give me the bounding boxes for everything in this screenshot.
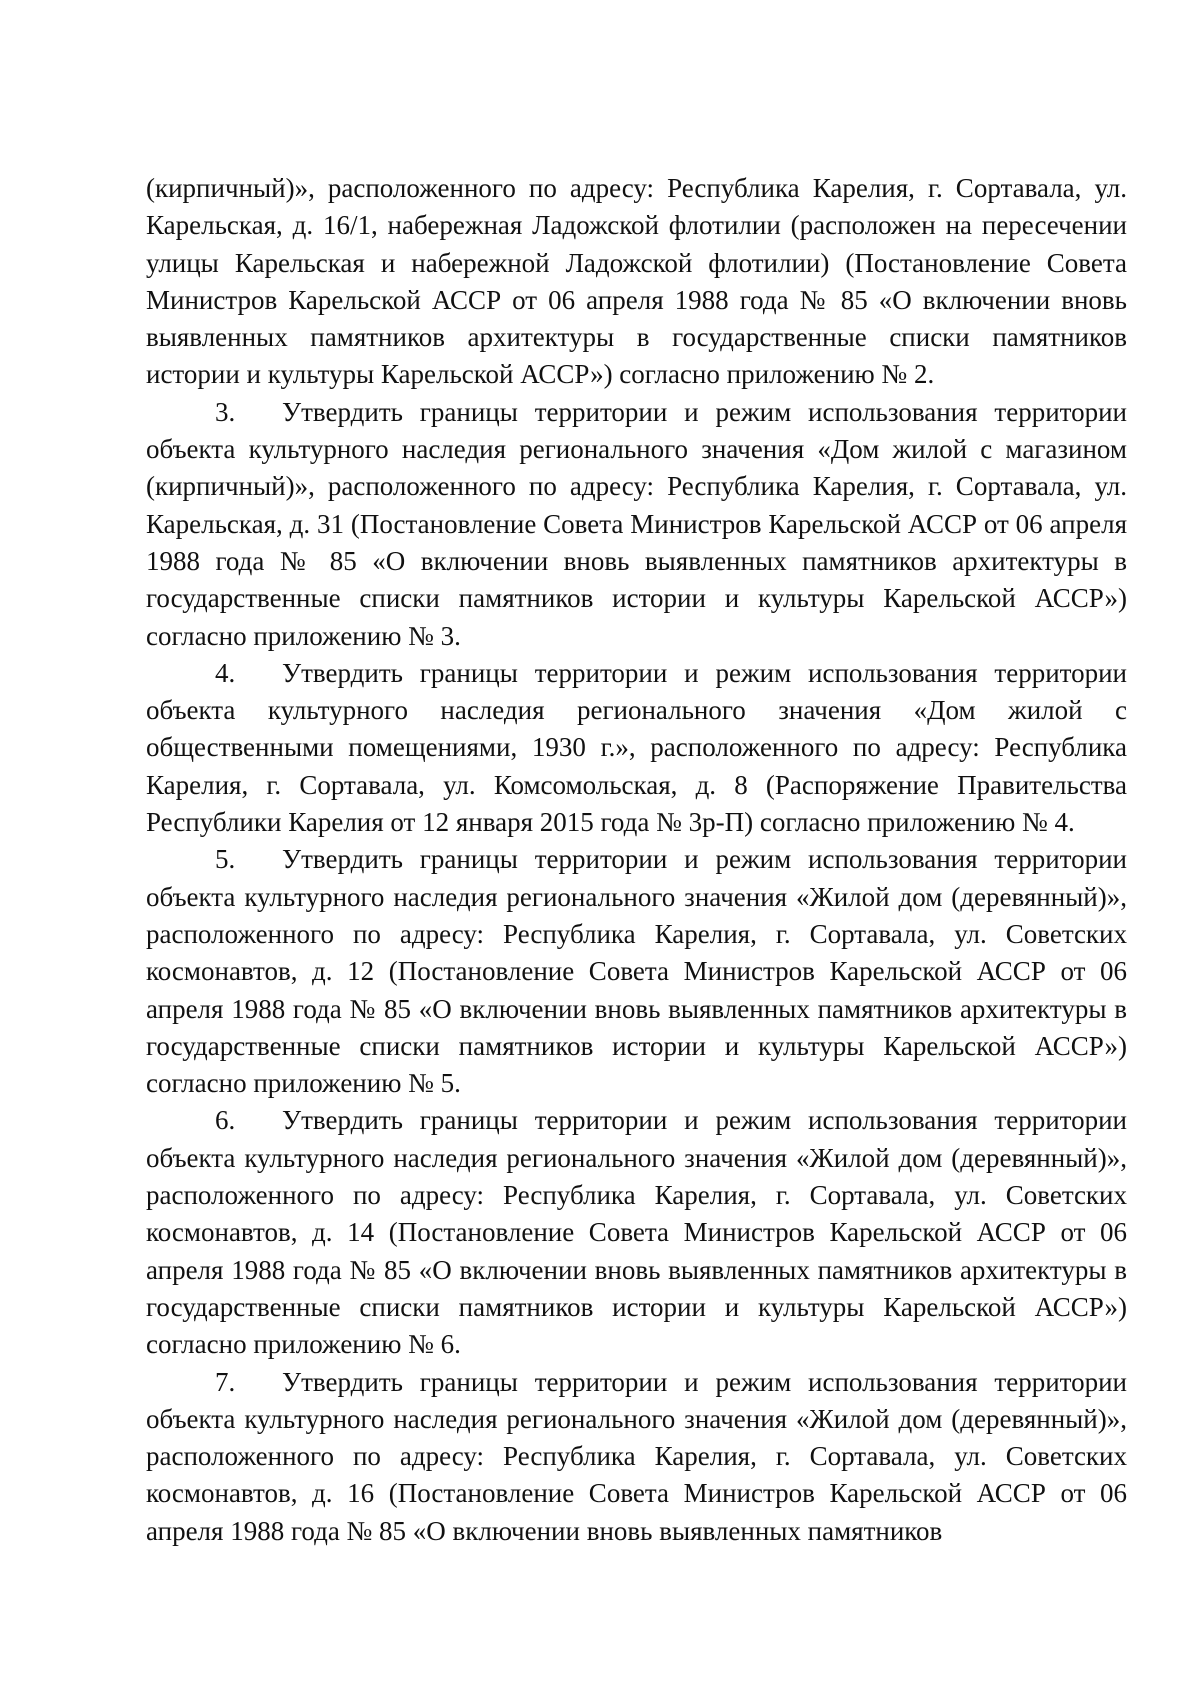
continuation-paragraph: (кирпичный)», расположенного по адресу: Республика Карелия, г. Сортавала, ул. Карельская, д. 16/1, набережная Ладожской флотилии (расположен на пересечении улицы Карельская и набережной Ладожской флотилии) (Постановление Совета Министров Карельской АССР от 06 апреля 1988 года № 85 «О включении вновь выявленных памятников архитектуры в государственные списки памятников истории и культуры Карельской АССР») согласно приложению № 2. — [146, 173, 1127, 390]
list-item — [146, 394, 1127, 655]
item-text: Утвердить границы территории и режим использования территории объекта культурного наследия регионального значения «Жилой дом (деревянный)», расположенного по адресу: Республика Карелия, г. Сортавала, ул. Советских космонавтов, д. 12 (Постановление Совета Министров Карельской АССР от 06 апреля 1988 года № 85 «О включении вновь выявленных памятников архитектуры в государственные списки памятников истории и культуры Карельской АССР») согласно приложению № 5. — [146, 844, 1127, 1099]
item-number: 5. — [215, 844, 236, 875]
item-number: 6. — [215, 1105, 236, 1136]
item-text: Утвердить границы территории и режим использования территории объекта культурного наследия регионального значения «Жилой дом (деревянный)», расположенного по адресу: Республика Карелия, г. Сортавала, ул. Советских космонавтов, д. 14 (Постановление Совета Министров Карельской АССР от 06 апреля 1988 года № 85 «О включении вновь выявленных памятников архитектуры в государственные списки памятников истории и культуры Карельской АССР») согласно приложению № 6. — [146, 1105, 1127, 1360]
item-text: Утвердить границы территории и режим использования территории объекта культурного наследия регионального значения «Дом жилой с общественными помещениями, 1930 г.», расположенного по адресу: Республика Карелия, г. Сортавала, ул. Комсомольская, д. 8 (Распоряжение Правительства Республики Карелия от 12 января 2015 года № 3р-П) согласно приложению № 4. — [146, 657, 1127, 838]
list-item — [146, 1364, 1127, 1550]
item-number: 3. — [215, 396, 236, 427]
item-text: Утвердить границы территории и режим использования территории объекта культурного наследия регионального значения «Жилой дом (деревянный)», расположенного по адресу: Республика Карелия, г. Сортавала, ул. Советских космонавтов, д. 16 (Постановление Совета Министров Карельской АССР от 06 апреля 1988 года № 85 «О включении вновь выявленных памятников — [146, 1366, 1127, 1546]
item-number: 4. — [215, 657, 236, 688]
item-number: 7. — [215, 1366, 236, 1397]
list-item — [146, 1102, 1127, 1363]
item-text: Утвердить границы территории и режим использования территории объекта культурного наследия регионального значения «Дом жилой с магазином (кирпичный)», расположенного по адресу: Республика Карелия, г. Сортавала, ул. Карельская, д. 31 (Постановление Совета Министров Карельской АССР от 06 апреля 1988 года № 85 «О включении вновь выявленных памятников архитектуры в государственные списки памятников истории и культуры Карельской АССР») согласно приложению № 3. — [146, 396, 1127, 651]
document-page — [146, 170, 1127, 1550]
list-item — [146, 841, 1127, 1102]
list-item — [146, 655, 1127, 841]
